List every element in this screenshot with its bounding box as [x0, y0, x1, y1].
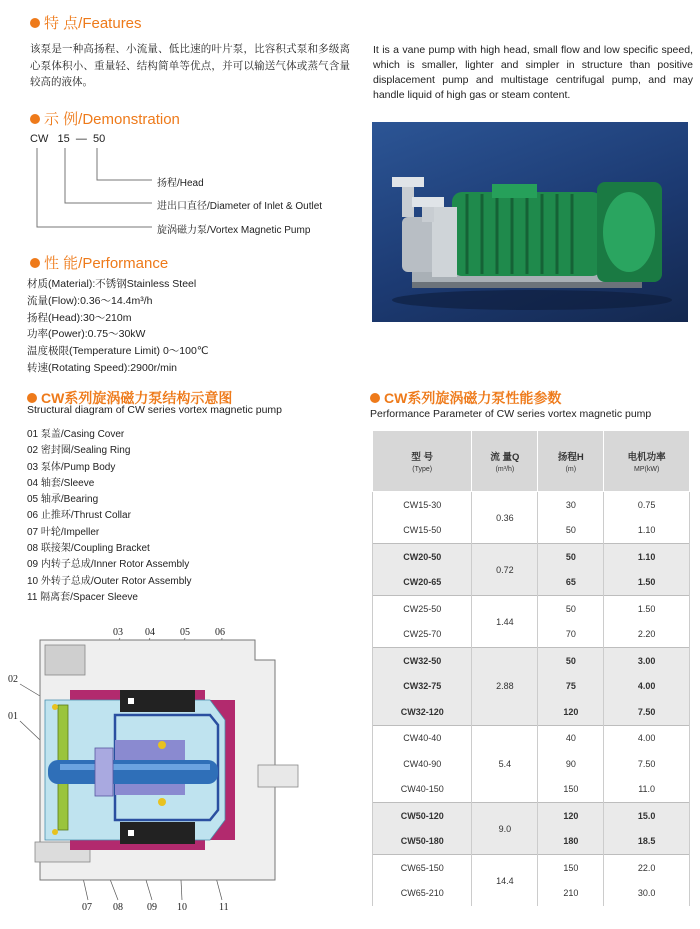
label-diameter: 进出口直径/Diameter of Inlet & Outlet — [157, 201, 323, 212]
part-08: 08 联接架/Coupling Bracket — [27, 543, 150, 555]
header-type: 型 号 (Type) — [373, 431, 472, 492]
cell-head: 75 — [538, 674, 604, 700]
cell-flow: 0.72 — [472, 544, 538, 596]
terminal-box — [492, 184, 537, 198]
cell-head: 150 — [538, 777, 604, 803]
cell-type: CW25-50 — [373, 596, 472, 622]
cell-flow: 1.44 — [472, 596, 538, 648]
cell-head: 210 — [538, 881, 604, 907]
diagram-label-04: 04 — [145, 627, 155, 638]
cell-power: 0.75 — [604, 492, 690, 518]
table-row — [373, 725, 690, 751]
top-bolt — [45, 645, 85, 675]
cell-type: CW20-50 — [373, 544, 472, 570]
cell-power: 30.0 — [604, 881, 690, 907]
cell-power: 18.5 — [604, 829, 690, 855]
part-03: 03 泵体/Pump Body — [27, 461, 116, 473]
table-row — [373, 544, 690, 570]
cell-head: 70 — [538, 622, 604, 648]
header-flow: 流 量Q (m³/h) — [472, 431, 538, 492]
cell-power: 4.00 — [604, 725, 690, 751]
diagram-label-01: 01 — [8, 711, 18, 722]
part-01: 01 泵盖/Casing Cover — [27, 429, 125, 440]
performance-heading: 性 能/Performance — [30, 252, 168, 273]
cell-head: 180 — [538, 829, 604, 855]
cell-type: CW40-40 — [373, 725, 472, 751]
cell-flow: 14.4 — [472, 855, 538, 907]
flange-inlet — [412, 197, 444, 207]
cell-head: 50 — [538, 596, 604, 622]
shaft — [48, 760, 218, 784]
part-05: 05 轴承/Bearing — [27, 494, 99, 506]
cell-power: 1.50 — [604, 596, 690, 622]
table-row — [373, 596, 690, 622]
cell-head: 120 — [538, 803, 604, 829]
cell-power: 3.00 — [604, 648, 690, 674]
cell-flow: 0.36 — [472, 492, 538, 544]
features-text-cn: 该泵是一种高扬程、小流量、低比速的叶片泵，比容积式泵和多级离心泵体积小、重量轻、结构简单等优点，并可以输送气体或蒸气含量较高的液体。 — [30, 43, 350, 88]
perf-speed: 转速(Rotating Speed):2900r/min — [27, 361, 177, 374]
cell-flow: 5.4 — [472, 725, 538, 803]
cell-power: 2.20 — [604, 622, 690, 648]
label-vortex-pump: 旋涡磁力泵/Vortex Magnetic Pump — [157, 225, 311, 236]
table-row — [373, 803, 690, 829]
label-head: 扬程/Head — [157, 178, 204, 189]
cell-flow: 9.0 — [472, 803, 538, 855]
table-row — [373, 855, 690, 881]
model-code-dash: — — [75, 133, 87, 145]
diagram-label-10: 10 — [177, 902, 187, 913]
cell-type: CW65-150 — [373, 855, 472, 881]
cell-head: 50 — [538, 518, 604, 544]
demonstration-heading: 示 例/Demonstration — [30, 108, 180, 129]
cell-head: 120 — [538, 699, 604, 725]
structure-subtitle: Structural diagram of CW series vortex magnetic pump — [27, 404, 283, 416]
diagram-label-07: 07 — [82, 902, 92, 913]
cell-power: 1.10 — [604, 518, 690, 544]
header-power: 电机功率 MP(kW) — [604, 431, 690, 492]
table-row — [373, 648, 690, 674]
cell-type: CW15-30 — [373, 492, 472, 518]
cell-type: CW40-90 — [373, 751, 472, 777]
diagram-label-08: 08 — [113, 902, 123, 913]
perf-head: 扬程(Head):30～210m — [27, 311, 132, 324]
bearing — [95, 748, 113, 796]
cell-power: 7.50 — [604, 699, 690, 725]
product-photo — [372, 122, 688, 322]
structure-heading: CW系列旋涡磁力泵结构示意图 — [27, 388, 232, 408]
cell-type: CW25-70 — [373, 622, 472, 648]
cell-head: 50 — [538, 648, 604, 674]
features-text-en: It is a vane pump with high head, small flow and low specific speed, which is smaller, lighter and simpler in structure than positive displacement pump and multistage centrifugal pump, and may handle liquid of high gas or steam content. — [373, 44, 693, 101]
part-11: 11 隔离套/Spacer Sleeve — [27, 591, 138, 603]
cell-head: 65 — [538, 570, 604, 596]
cell-power: 7.50 — [604, 751, 690, 777]
cell-type: CW65-210 — [373, 881, 472, 907]
cell-power: 1.10 — [604, 544, 690, 570]
perf-material: 材质(Material):不锈钢Stainless Steel — [27, 278, 197, 290]
features-heading: 特 点/Features — [30, 12, 142, 33]
perf-flow: 流量(Flow):0.36～14.4m³/h — [27, 294, 153, 307]
thrust-collar — [158, 798, 166, 806]
parameters-subtitle: Performance Parameter of CW series vortex magnetic pump — [370, 408, 652, 420]
cell-head: 50 — [538, 544, 604, 570]
cell-type: CW40-150 — [373, 777, 472, 803]
diagram-label-11: 11 — [219, 902, 229, 913]
cell-power: 15.0 — [604, 803, 690, 829]
cell-head: 150 — [538, 855, 604, 881]
parameters-heading: CW系列旋涡磁力泵性能参数 — [370, 388, 561, 408]
cell-type: CW32-50 — [373, 648, 472, 674]
sealing-ring — [52, 704, 58, 710]
cell-power: 22.0 — [604, 855, 690, 881]
pump-illustration — [372, 122, 688, 322]
diagram-label-05: 05 — [180, 627, 190, 638]
part-04: 04 轴套/Sleeve — [27, 477, 95, 489]
table-header-row — [373, 431, 690, 492]
part-10: 10 外转子总成/Outer Rotor Assembly — [27, 575, 192, 587]
cell-head: 40 — [538, 725, 604, 751]
cell-power: 11.0 — [604, 777, 690, 803]
cell-type: CW15-50 — [373, 518, 472, 544]
cell-power: 1.50 — [604, 570, 690, 596]
cell-type: CW32-120 — [373, 699, 472, 725]
part-09: 09 内转子总成/Inner Rotor Assembly — [27, 559, 190, 571]
part-06: 06 止推环/Thrust Collar — [27, 510, 131, 522]
model-code-series: CW — [30, 133, 49, 145]
model-code-head: 50 — [93, 133, 106, 145]
model-code-diameter: 15 — [57, 133, 70, 145]
cell-type: CW32-75 — [373, 674, 472, 700]
cell-type: CW50-120 — [373, 803, 472, 829]
table-row — [373, 492, 690, 518]
cell-type: CW50-180 — [373, 829, 472, 855]
header-head: 扬程H (m) — [538, 431, 604, 492]
bullet-icon — [370, 393, 380, 403]
cell-head: 30 — [538, 492, 604, 518]
diagram-label-02: 02 — [8, 674, 18, 685]
output-shaft — [258, 765, 298, 787]
diagram-label-09: 09 — [147, 902, 157, 913]
cell-power: 4.00 — [604, 674, 690, 700]
cell-type: CW20-65 — [373, 570, 472, 596]
cell-head: 90 — [538, 751, 604, 777]
part-02: 02 密封圈/Sealing Ring — [27, 445, 131, 457]
diagram-label-06: 06 — [215, 627, 225, 638]
flange-outlet — [392, 177, 424, 187]
parameters-table — [372, 430, 690, 906]
cell-flow: 2.88 — [472, 648, 538, 726]
part-07: 07 叶轮/Impeller — [27, 526, 100, 538]
perf-temperature: 温度极限(Temperature Limit) 0～100℃ — [27, 345, 209, 358]
diagram-label-03: 03 — [113, 627, 123, 638]
perf-power: 功率(Power):0.75～30kW — [27, 328, 146, 341]
